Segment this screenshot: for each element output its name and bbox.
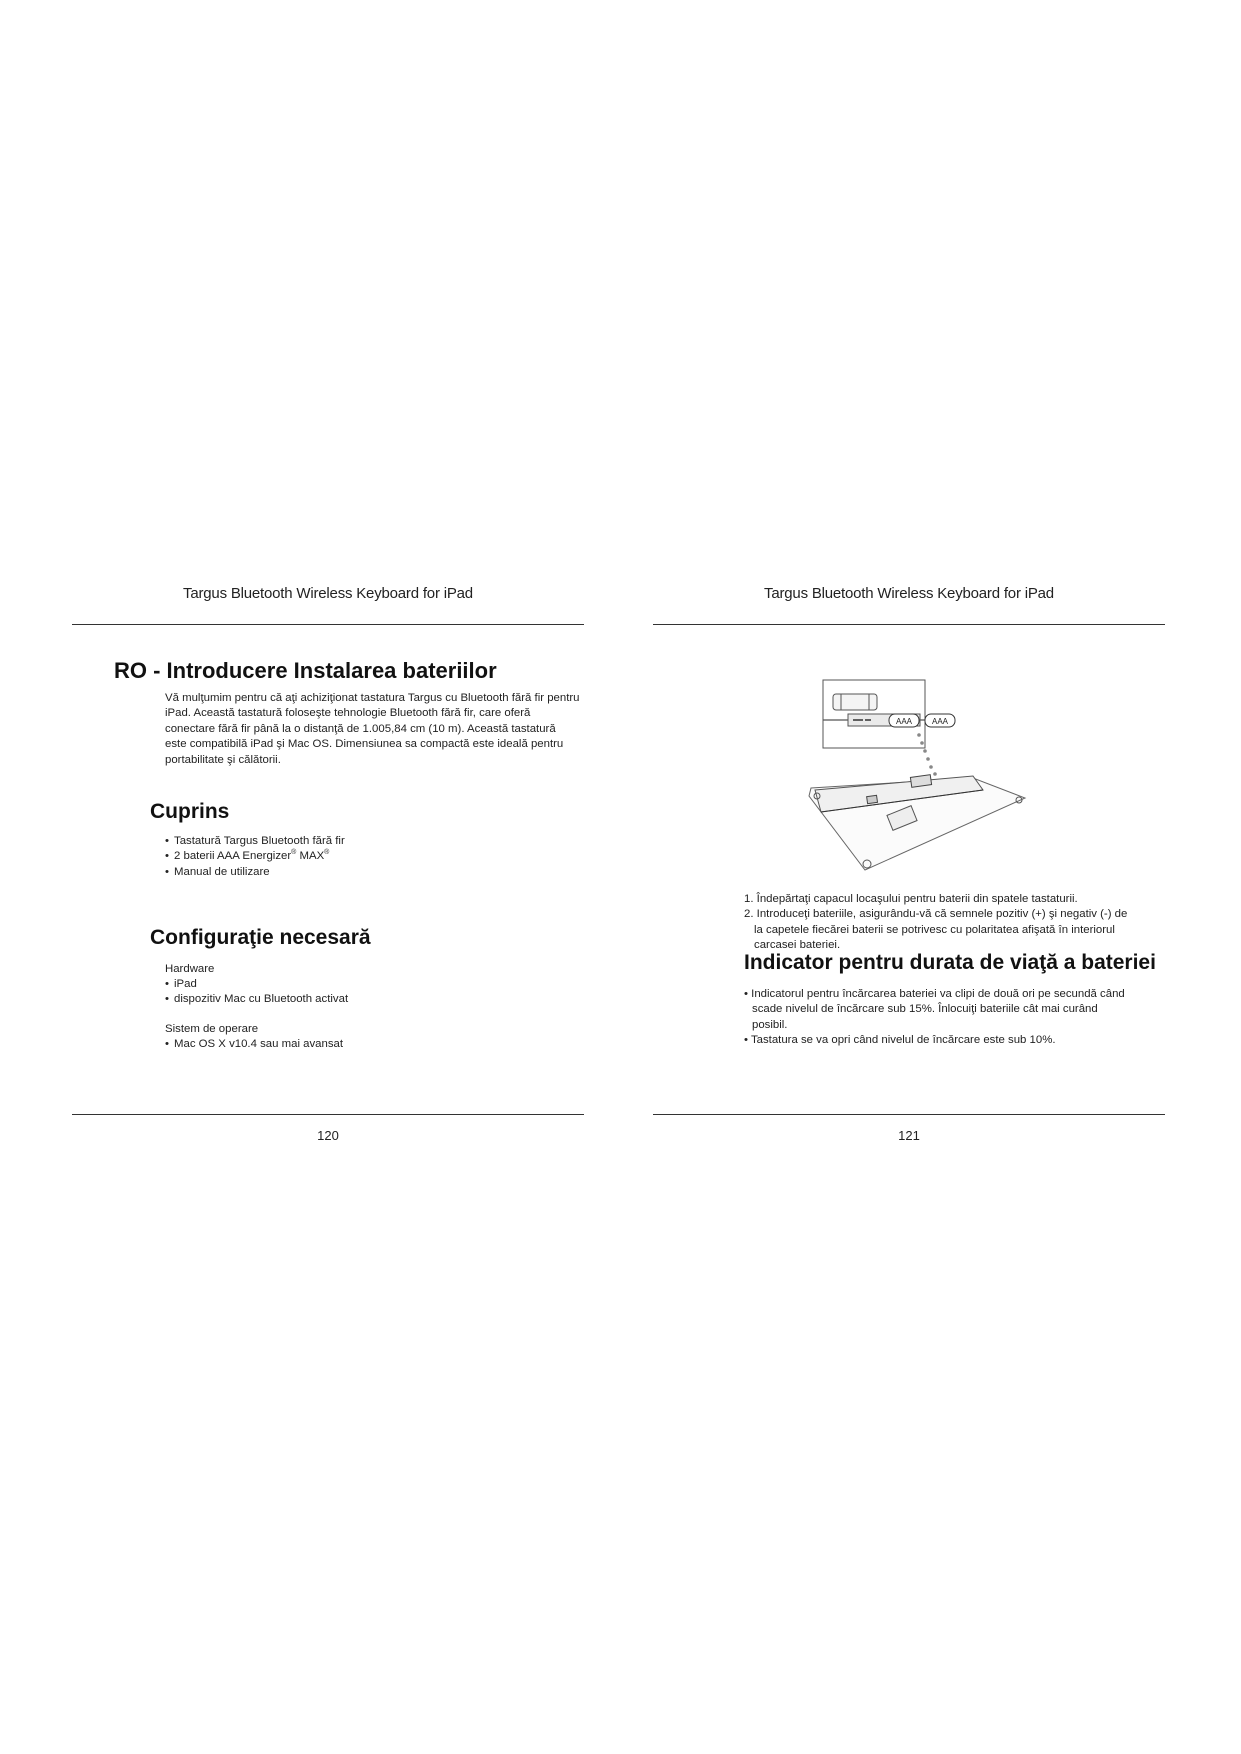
list-item: • Tastatură Targus Bluetooth fără fir xyxy=(165,835,345,847)
list-item: • Manual de utilizare xyxy=(165,865,270,878)
requirements-heading: Configuraţie necesară xyxy=(150,926,371,949)
contents-list xyxy=(165,834,345,880)
battery-label: AAA xyxy=(931,717,949,726)
list-item: • 2 baterii AAA Energizer® MAX® xyxy=(165,849,330,863)
list-item: • Indicatorul pentru încărcarea bateriei va clipi de două ori pe secundă când scade nivelul de încărcare sub 15%. Înlocuiţi bateriile cât mai curând posibil. xyxy=(744,988,1125,1031)
running-header: Targus Bluetooth Wireless Keyboard for iPad xyxy=(764,585,1054,602)
hardware-label: Hardware xyxy=(165,963,215,975)
battery-indicator-list xyxy=(744,987,1134,1049)
list-item: 2. Introduceţi bateriile, asigurându-vă că semnele pozitiv (+) şi negativ (-) de la capetele fiecărei baterii se potrivesc cu polaritatea afişată în interiorul carcasei bateriei. xyxy=(744,908,1128,952)
section-title: RO - Introducere Instalarea bateriilor xyxy=(114,658,497,683)
running-header: Targus Bluetooth Wireless Keyboard for iPad xyxy=(183,585,473,602)
battery-install-illustration xyxy=(793,660,1033,880)
intro-text: Vă mulţumim pentru că aţi achiziţionat tastatura Targus cu Bluetooth fără fir pentru iPad. Această tastatură foloseşte tehnologie Bluetooth fără fir, care oferă conectare fără fir până la o distanţă de 1.005,84 cm (10 m). Această tastatură este compatibilă iPad şi Mac OS. Dimensiunea sa compactă este ideală pentru portabilitate şi călătorii. xyxy=(165,692,580,766)
page-number: 121 xyxy=(898,1128,920,1143)
list-item: 1. Îndepărtaţi capacul locaşului pentru baterii din spatele tastaturii. xyxy=(744,893,1078,905)
list-item: • Mac OS X v10.4 sau mai avansat xyxy=(165,1038,344,1050)
list-item: • Tastatura se va opri când nivelul de încărcare este sub 10%. xyxy=(744,1034,1056,1047)
installation-steps xyxy=(744,892,1139,954)
page-121 xyxy=(653,585,1165,1145)
battery-indicator-heading: Indicator pentru durata de viaţă a bateriei xyxy=(744,951,1156,974)
page-120 xyxy=(72,585,584,1145)
page-number: 120 xyxy=(317,1128,339,1143)
os-list xyxy=(165,1037,343,1052)
hardware-list xyxy=(165,977,348,1008)
os-label: Sistem de operare xyxy=(165,1023,259,1035)
footer-rule xyxy=(653,1114,1165,1115)
intro-paragraph xyxy=(165,691,580,768)
battery-label: AAA xyxy=(895,717,913,726)
header-rule xyxy=(653,624,1165,625)
footer-rule xyxy=(72,1114,584,1115)
list-item: • dispozitiv Mac cu Bluetooth activat xyxy=(165,993,349,1006)
contents-heading: Cuprins xyxy=(150,800,230,823)
header-rule xyxy=(72,624,584,625)
list-item: • iPad xyxy=(165,978,197,990)
